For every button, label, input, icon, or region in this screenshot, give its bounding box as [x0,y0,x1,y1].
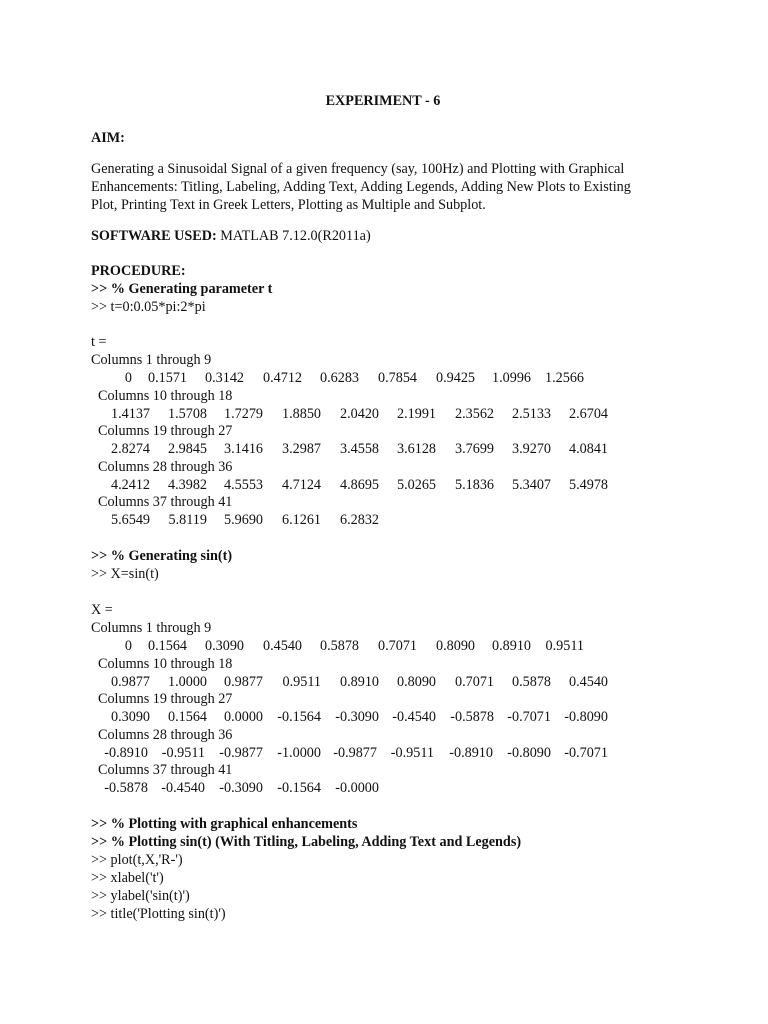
value-cell: 4.2412 [110,476,150,493]
command-t: >> t=0:0.05*pi:2*pi [91,299,206,315]
value-cell: 2.9845 [167,441,207,457]
value-cell: 4.0841 [568,441,608,457]
value-cell: 0.8910 [491,638,531,654]
value-cell: 0.4540 [262,638,302,654]
value-cell: -0.9511 [161,744,205,761]
software-value: MATLAB 7.12.0(R2011a) [216,228,371,244]
value-cell: 0.1571 [147,370,187,386]
value-cell: 4.3982 [167,476,207,493]
value-cell: 2.8274 [110,441,150,457]
value-cell: 1.7279 [223,405,263,422]
value-cell: 0.8090 [396,673,436,690]
output-var-x: X = [91,602,113,618]
comment-generating-t: >> % Generating parameter t [91,281,273,297]
value-cell: 1.5708 [167,405,207,422]
procedure-heading: PROCEDURE: [91,263,186,279]
value-cell: -1.0000 [277,744,321,761]
columns-label: Columns 10 through 18 [98,387,233,404]
value-cell: 3.4558 [339,441,379,457]
value-cell: -0.9511 [390,744,434,761]
value-cell: 4.8695 [339,476,379,493]
value-cell: -0.8090 [507,744,551,761]
value-cell: 2.6704 [568,405,608,422]
command-xlabel: >> xlabel('t') [91,870,164,886]
value-cell: 2.3562 [454,405,494,422]
command-plot: >> plot(t,X,'R-') [91,852,183,868]
value-cell: -0.9877 [333,744,377,761]
columns-label: Columns 28 through 36 [98,458,233,475]
value-cell: 2.5133 [511,405,551,422]
value-cell: 1.4137 [110,405,150,422]
value-cell: 2.0420 [339,405,379,422]
value-cell: 5.3407 [511,476,551,493]
value-cell: 0.1564 [167,709,207,725]
value-cell: 0.9877 [110,673,150,690]
value-cell: 4.7124 [281,476,321,493]
value-cell: -0.5878 [104,780,148,796]
value-cell: 5.6549 [110,512,150,528]
software-used [91,227,371,245]
columns-label: Columns 1 through 9 [91,620,212,636]
columns-label: Columns 37 through 41 [98,762,233,778]
command-x: >> X=sin(t) [91,566,159,582]
value-cell: 0.9511 [545,638,584,654]
value-cell: -0.9877 [219,744,263,761]
aim-line-2: Enhancements: Titling, Labeling, Adding Text, Adding Legends, Adding New Plots to Existing [91,179,631,195]
value-cell: -0.5878 [450,709,494,725]
comment-plotting-sin: >> % Plotting sin(t) (With Titling, Labeling, Adding Text and Legends) [91,834,522,850]
command-ylabel: >> ylabel('sin(t)') [91,888,190,904]
software-label: SOFTWARE USED: [91,228,217,244]
value-cell: 0.9511 [282,673,321,690]
aim-heading: AIM: [91,130,125,146]
value-cell: 0.0000 [223,709,263,725]
comment-generating-sin: >> % Generating sin(t) [91,548,233,564]
command-title: >> title('Plotting sin(t)') [91,906,226,922]
value-cell: 5.1836 [454,476,494,493]
value-cell: 3.2987 [281,441,321,457]
value-cell: 0.4712 [262,370,302,386]
value-cell: -0.1564 [277,780,321,796]
value-cell: 0.3142 [204,370,244,386]
value-cell: 0.5878 [319,638,359,654]
value-cell: 5.4978 [568,476,608,493]
value-cell: -0.1564 [277,709,321,725]
value-cell: 0.7854 [377,370,417,386]
value-cell: 3.1416 [223,441,263,457]
value-cell: -0.3090 [335,709,379,725]
columns-label: Columns 10 through 18 [98,655,233,672]
value-cell: 0 [124,638,132,654]
value-cell: -0.7071 [564,744,608,761]
columns-label: Columns 19 through 27 [98,423,233,439]
columns-label: Columns 28 through 36 [98,726,233,743]
value-cell: 0.3090 [204,638,244,654]
value-cell: 0.4540 [568,673,608,690]
aim-line-1: Generating a Sinusoidal Signal of a given frequency (say, 100Hz) and Plotting with Graphical [91,161,625,177]
value-cell: 3.9270 [511,441,551,457]
value-cell: 0.6283 [319,370,359,386]
value-cell: -0.8910 [449,744,493,761]
value-cell: -0.8910 [104,744,148,761]
value-cell: 2.1991 [396,405,436,422]
value-cell: 0.5878 [511,673,551,690]
columns-label: Columns 19 through 27 [98,691,233,707]
columns-label: Columns 1 through 9 [91,352,212,368]
value-cell: 0.8910 [339,673,379,690]
value-cell: 0 [124,370,132,386]
comment-plotting: >> % Plotting with graphical enhancements [91,816,358,832]
value-cell: 1.8850 [281,405,321,422]
output-var-t: t = [91,334,107,350]
value-cell: 1.0996 [491,370,531,386]
value-cell: 6.1261 [281,512,321,528]
value-cell: 3.6128 [396,441,436,457]
value-cell: 0.7071 [454,673,494,690]
value-cell: 1.2566 [544,370,584,386]
value-cell: 5.0265 [396,476,436,493]
value-cell: 0.8090 [435,638,475,654]
value-cell: 0.7071 [377,638,417,654]
value-cell: -0.4540 [161,780,205,796]
experiment-title: EXPERIMENT - 6 [325,93,441,109]
value-cell: -0.0000 [335,780,379,796]
value-cell: 5.9690 [223,512,263,528]
aim-line-3: Plot, Printing Text in Greek Letters, Plotting as Multiple and Subplot. [91,197,486,213]
value-cell: 4.5553 [223,476,263,493]
value-cell: 5.8119 [168,512,207,528]
value-cell: 1.0000 [167,673,207,690]
value-cell: 0.9877 [223,673,263,690]
value-cell: 0.1564 [147,638,187,654]
value-cell: -0.8090 [564,709,608,725]
value-cell: -0.4540 [392,709,436,725]
columns-label: Columns 37 through 41 [98,494,233,510]
value-cell: -0.7071 [507,709,551,725]
value-cell: -0.3090 [219,780,263,796]
value-cell: 6.2832 [339,512,379,528]
value-cell: 0.9425 [435,370,475,386]
value-cell: 0.3090 [110,709,150,725]
value-cell: 3.7699 [454,441,494,457]
